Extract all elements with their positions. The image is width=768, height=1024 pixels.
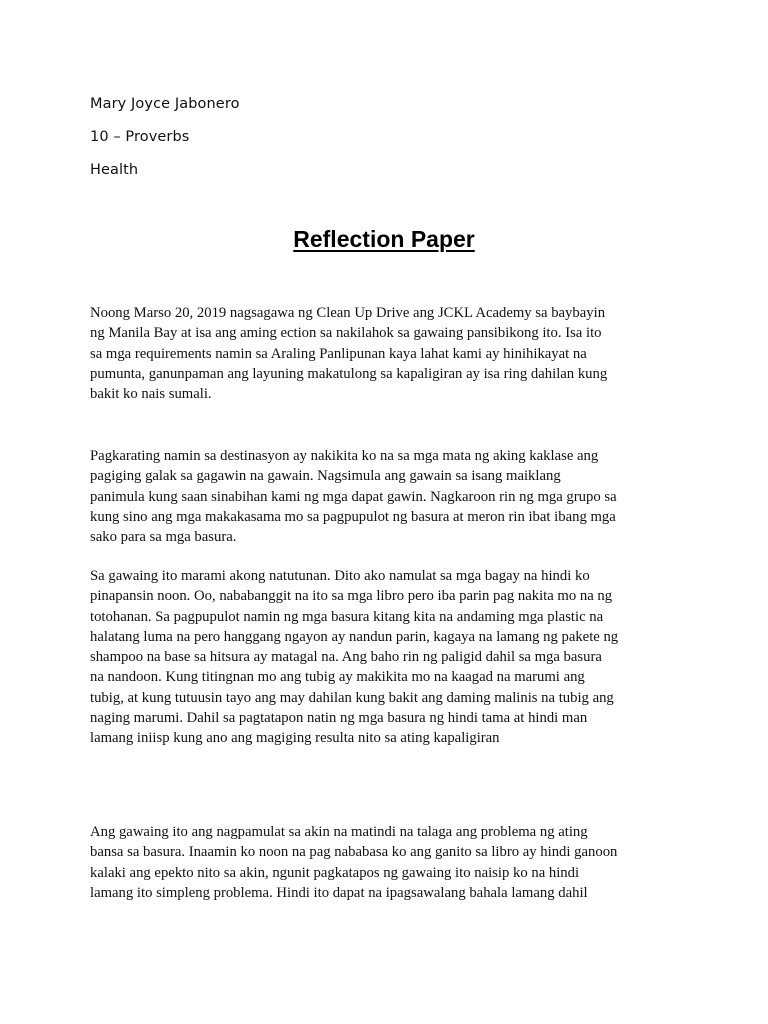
paragraph-2 <box>90 446 690 547</box>
paragraph-line: shampoo na base sa hitsura ay matagal na. Ang baho rin ng paligid dahil sa mga basura <box>90 649 602 666</box>
student-info-header <box>90 93 240 192</box>
paragraph-line: Pagkarating namin sa destinasyon ay nakikita ko na sa mga mata ng aking kaklase ang <box>90 448 599 464</box>
paragraph-line: sa mga requirements namin sa Araling Panlipunan kaya lahat kami ay hinihikayat na <box>90 345 587 362</box>
class-section: 10 – Proverbs <box>90 129 190 145</box>
paragraph-line: Ang gawaing ito ang nagpamulat sa akin na matindi na talaga ang problema ng ating <box>90 824 588 840</box>
paragraph-line: naging marumi. Dahil sa pagtatapon natin ng mga basura ng hindi tama at hindi man <box>90 710 588 727</box>
paragraph-line: lamang iniisp kung ano ang magiging resulta nito sa ating kapaligiran <box>90 730 500 747</box>
paragraph-line: Noong Marso 20, 2019 nagsagawa ng Clean Up Drive ang JCKL Academy sa baybayin <box>90 305 606 321</box>
paragraph-line: pagiging galak sa gagawin na gawain. Nagsimula ang gawain sa isang maiklang <box>90 468 561 485</box>
paragraph-line: Sa gawaing ito marami akong natutunan. Dito ako namulat sa mga bagay na hindi ko <box>90 568 590 584</box>
paragraph-line: panimula kung saan sinabihan kami ng mga dapat gawin. Nagkaroon rin ng mga grupo sa <box>90 488 617 505</box>
paragraph-3 <box>90 566 690 749</box>
paragraph-line: ng Manila Bay at isa ang aming ection sa nakilahok sa gawaing pansibikong ito. Isa ito <box>90 325 602 342</box>
paragraph-line: sako para sa mga basura. <box>90 529 237 546</box>
paragraph-line: tubig, at kung tutuusin tayo ang may dahilan kung bakit ang daming malinis na tubig ang <box>90 689 614 706</box>
paragraph-line: pumunta, ganunpaman ang layuning makatulong sa kapaligiran ay isa ring dahilan kung <box>90 365 608 382</box>
paragraph-line: pinapansin noon. Oo, nababanggit na ito sa mga libro pero iba parin pag nakita mo na ng <box>90 588 613 605</box>
paragraph-line: bansa sa basura. Inaamin ko noon na pag nababasa ko ang ganito sa libro ay hindi ganoon <box>90 844 618 861</box>
paragraph-line: totohanan. Sa pagpupulot namin ng mga basura kitang kita na andaming mga plastic na <box>90 608 604 625</box>
paragraph-line: bakit ko nais sumali. <box>90 386 212 403</box>
document-title: Reflection Paper <box>293 226 475 252</box>
student-name: Mary Joyce Jabonero <box>90 96 240 112</box>
paragraph-line: kung sino ang mga makakasama mo sa pagpupulot ng basura at meron rin ibat ibang mga <box>90 508 616 525</box>
paragraph-1 <box>90 303 690 404</box>
subject-name: Health <box>90 162 139 178</box>
paragraph-4 <box>90 822 690 903</box>
paragraph-line: kalaki ang epekto nito sa akin, ngunit pagkatapos ng gawaing ito naisip ko na hindi <box>90 864 580 881</box>
paragraph-line: na nandoon. Kung titingnan mo ang tubig ay makikita mo na kaagad na marumi ang <box>90 669 585 686</box>
paragraph-line: lamang ito simpleng problema. Hindi ito dapat na ipagsawalang bahala lamang dahil <box>90 884 588 901</box>
paragraph-line: halatang luma na pero hanggang ngayon ay nandun parin, kagaya na lamang ng pakete ng <box>90 628 619 645</box>
